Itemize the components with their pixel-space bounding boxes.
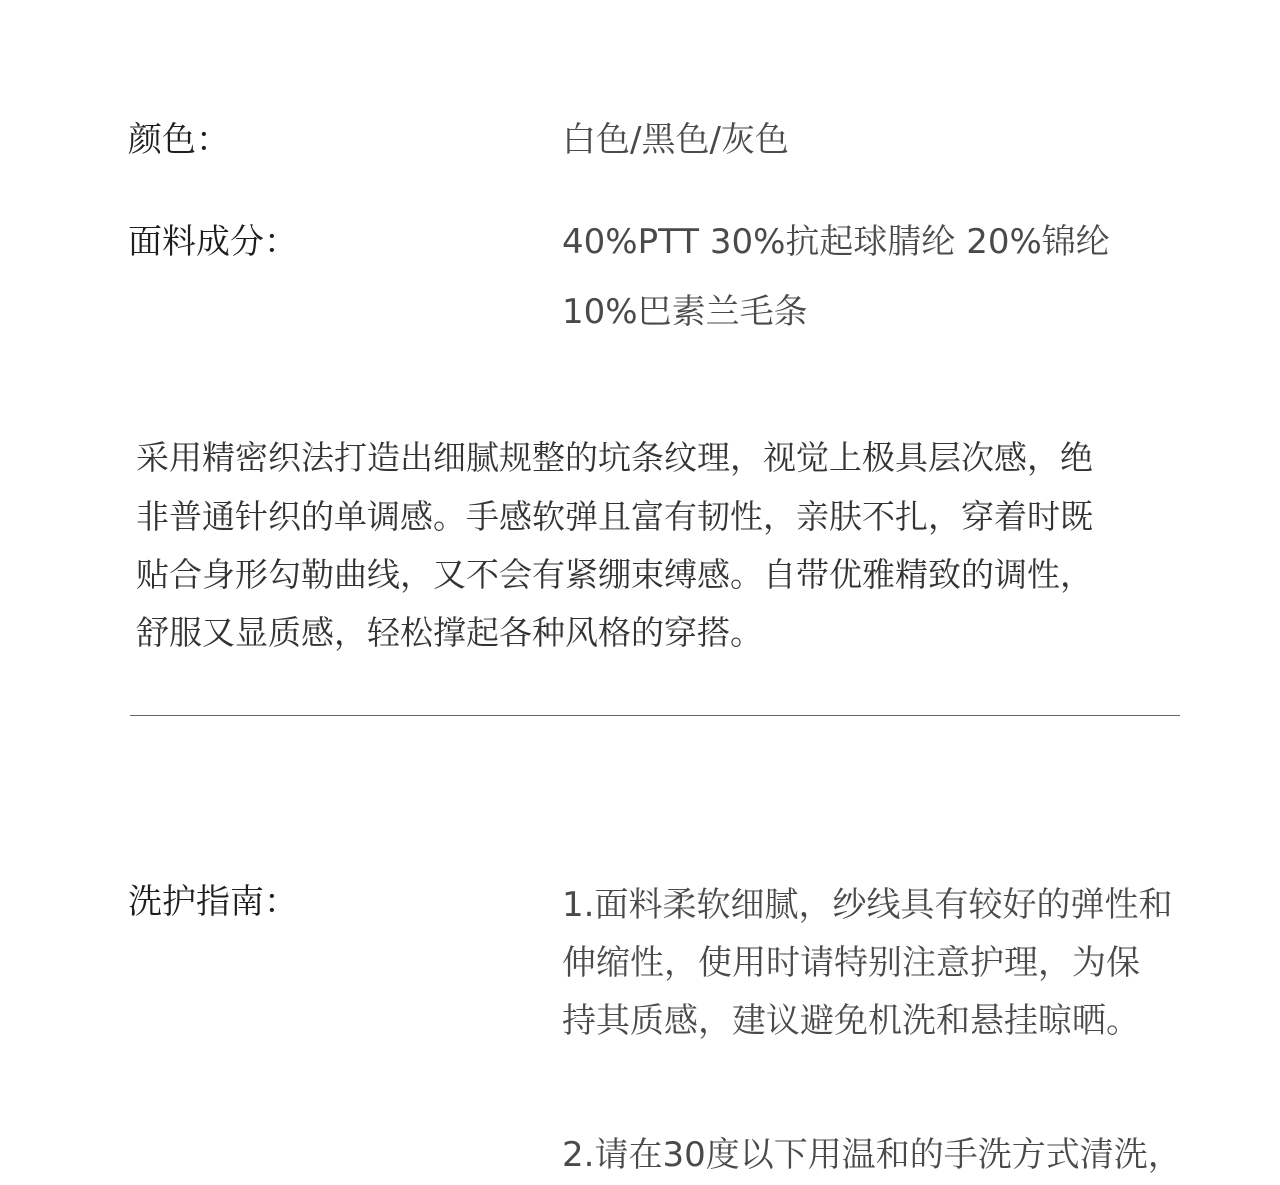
care-label: 洗护指南： bbox=[128, 882, 298, 922]
description-line: 贴合身形勾勒曲线，又不会有紧绷束缚感。自带优雅精致的调性， bbox=[136, 555, 1093, 594]
fabric-value-line: 10%巴素兰毛条 bbox=[562, 292, 808, 332]
description-line: 舒服又显质感，轻松撑起各种风格的穿搭。 bbox=[136, 613, 763, 652]
fabric-label: 面料成分： bbox=[128, 222, 298, 262]
color-value: 白色/黑色/灰色 bbox=[562, 120, 789, 160]
care-item-1-line: 伸缩性，使用时请特别注意护理，为保 bbox=[562, 943, 1140, 983]
section-divider bbox=[130, 715, 1180, 716]
description-line: 非普通针织的单调感。手感软弹且富有韧性，亲肤不扎，穿着时既 bbox=[136, 497, 1093, 536]
care-item-1-line: 1.面料柔软细腻，纱线具有较好的弹性和 bbox=[562, 885, 1173, 925]
care-item-1-line: 持其质感，建议避免机洗和悬挂晾晒。 bbox=[562, 1001, 1140, 1041]
fabric-value-line: 40%PTT 30%抗起球腈纶 20%锦纶 bbox=[562, 222, 1110, 262]
description-line: 采用精密织法打造出细腻规整的坑条纹理，视觉上极具层次感，绝 bbox=[136, 438, 1093, 477]
color-label: 颜色： bbox=[128, 120, 230, 160]
care-item-2-line: 2.请在30度以下用温和的手洗方式清洗， bbox=[562, 1135, 1182, 1175]
